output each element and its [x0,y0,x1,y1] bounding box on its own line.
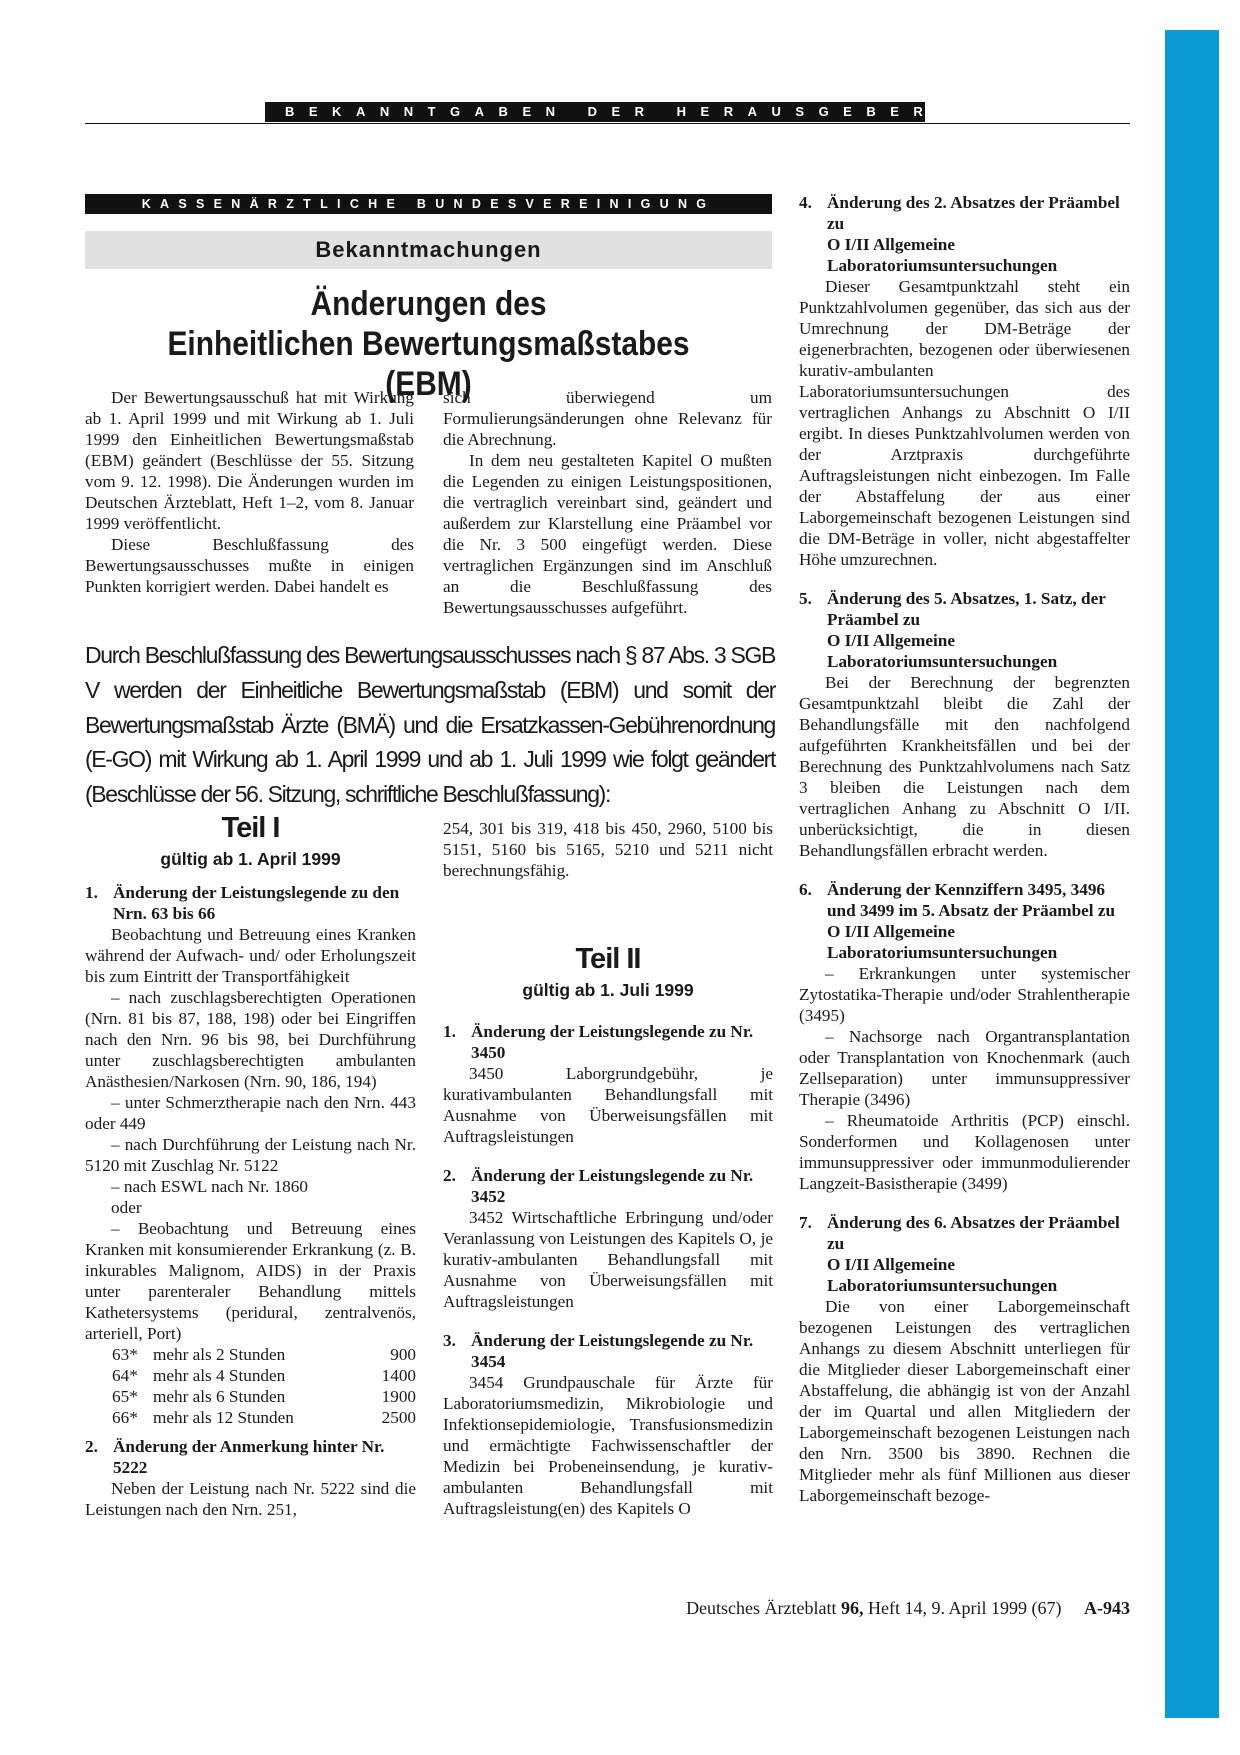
right-column [799,192,1130,1506]
rate-row [85,1386,416,1407]
rate-nr: 66* [112,1408,138,1427]
rate-text: mehr als 2 Stunden [153,1345,286,1364]
body-paragraph: 254, 301 bis 319, 418 bis 450, 2960, 5100 bis 5151, 5160 bis 5165, 5210 und 5211 nicht berechnungsfähig. [443,819,773,880]
intro-paragraph: Der Bewertungsausschuß hat mit Wirkung ab 1. April 1999 und mit Wirkung ab 1. Juli 1999 den Einheitlichen Bewertungsmaßstab (EBM) geändert (Beschlüsse der 55. Sitzung vom 9. 12. 1998). Die Änderungen wurden im Deutschen Ärzteblatt, Heft 1–2, vom 8. Januar 1999 veröffentlicht. [85,388,414,533]
intro-paragraph: In dem neu gestalteten Kapitel O mußten die Legenden zu einigen Leistungspositionen, die vertraglich vereinbart sind, geändert und außerdem zur Klarstellung eine Präambel vor die Nr. 3 500 eingefügt werden. Diese vertraglichen Ergänzungen sind im Anschluß an die Beschlußfassung des Bewertungsausschusses aufgeführt. [443,451,772,617]
body-paragraph: 3452 Wirtschaftliche Erbringung und/oder Veranlassung von Leistungen des Kapitels O, je kurativ-ambulanten Behandlungsfall mit Ausnahme von Überweisungsfällen mit Auftragsleistungen [443,1208,773,1311]
section-heading-t1-1 [85,882,416,924]
section-number: 2. [443,1166,456,1185]
section-heading-5 [799,588,1130,672]
body-paragraph: – Nachsorge nach Organtransplantation oder Transplantation von Knochenmark (auch Zellseparation) unter immunsuppressiver Therapie (3496) [799,1027,1130,1109]
rate-nr: 64* [112,1366,138,1385]
rate-text: mehr als 4 Stunden [153,1366,286,1385]
section-number: 7. [799,1213,812,1232]
journal-volume: 96, [841,1598,864,1618]
rate-text: mehr als 12 Stunden [153,1408,294,1427]
page-number: A-943 [1084,1598,1130,1618]
intro-column-1 [85,387,414,597]
journal-issue: Heft 14, 9. April 1999 (67) [868,1598,1062,1618]
teil2-subtitle: gültig ab 1. Juli 1999 [522,980,694,1000]
section-title: Änderung der Leistungslegende zu Nr. 3454 [471,1331,754,1371]
rate-row [85,1365,416,1386]
intro-column-2 [443,387,772,618]
article-title [126,284,731,404]
section-title: Änderung der Leistungslegende zu Nr. 3450 [471,1022,754,1062]
title-line-2: Einheitlichen Bewertungsmaßstabes (EBM) [167,325,690,403]
teil1-column [85,812,416,1520]
page-footer [625,1598,1130,1619]
body-paragraph: Bei der Berechnung der begrenzten Gesamtpunktzahl bleibt die Zahl der Behandlungsfälle mit den nachfolgend aufgeführten Krankheitsfällen und bei der Berechnung des Punktzahlvolumens nach Satz 3 bleiben die Leistungen nach dem vertraglichen Anhang zu Abschnitt O I/II. unberücksichtigt, die in diesen Behandlungsfällen erbracht werden. [799,673,1130,860]
section-title: Änderung des 5. Absatzes, 1. Satz, der Präambel zu [827,589,1106,629]
body-paragraph: Die von einer Laborgemeinschaft bezogenen Leistungen des vertraglichen Anhangs zu diesem Abschnitt unterliegen für die Mitglieder dieser Laborgemeinschaft einer Abstaffelung, die abhängig ist von der Anzahl der im Quartal und allen Mitgliedern der Laborgemeinschaft bezogenen Leistungen nach den Nrn. 3500 bis 3890. Rechnen die Mitglieder mehr als fünf Millionen aus dieser Laborgemeinschaft bezoge- [799,1297,1130,1505]
body-paragraph: Dieser Gesamtpunktzahl steht ein Punktzahlvolumen gegenüber, das sich aus der Umrechnung der DM-Beträge der eigenerbrachten, bezogenen oder überwiesenen kurativ-ambulanten Laboratoriumsuntersuchungen des vertraglichen Anhangs zu Abschnitt O I/II ergibt. In dieses Punktzahlvolumen werden von der Arztpraxis durchgeführte Auftragsleistungen nicht einbezogen. Im Falle der Abstaffelung der aus einer Laborgemeinschaft bezogenen Leistungen sind die DM-Beträge in voller, nicht abgestaffelter Höhe umzurechnen. [799,277,1130,569]
section-subtitle: O I/II Allgemeine Laboratoriumsuntersuchungen [827,922,1058,962]
rate-row [85,1407,416,1428]
body-paragraph: Beobachtung und Betreuung eines Kranken während der Aufwach- und/ oder Erholungszeit bis zum Eintritt der Transportfähigkeit [85,925,416,986]
body-paragraph: – unter Schmerztherapie nach den Nrn. 443 oder 449 [85,1093,416,1133]
lead-paragraph: Durch Beschlußfassung des Bewertungsausschusses nach § 87 Abs. 3 SGB V werden der Einheitliche Bewertungsmaßstab (EBM) und somit der Bewertungsmaßstab Ärzte (BMÄ) und die Ersatzkassen-Gebührenordnung (E-GO) mit Wirkung ab 1. April 1999 und ab 1. Juli 1999 wie folgt geändert (Beschlüsse der 56. Sitzung, schriftliche Beschlußfassung): [85,642,775,808]
body-paragraph: 3454 Grundpauschale für Ärzte für Laboratoriumsmedizin, Mikrobiologie und Infektionsepidemiologie, Transfusionsmedizin und ermächtigte Fachwissenschaftler der Medizin bei Probeneinsendung, je kurativ-ambulanten Behandlungsfall mit Auftragsleistung(en) des Kapitels O [443,1373,773,1518]
teil2-title: Teil II [575,943,641,975]
body-paragraph: – Beobachtung und Betreuung eines Kranken mit konsumierender Erkrankung (z. B. inkurables Malignom, AIDS) in der Praxis unter parenteraler Behandlung mittels Kathetersystems (peridural, zentralvenös, arteriell, Port) [85,1219,416,1343]
body-paragraph: Neben der Leistung nach Nr. 5222 sind die Leistungen nach den Nrn. 251, [85,1479,416,1519]
section-title: Änderung der Kennziffern 3495, 3496 und 3499 im 5. Absatz der Präambel zu [827,880,1116,920]
section-number: 1. [443,1022,456,1041]
section-heading-t2-1 [443,1021,773,1063]
body-paragraph: 3450 Laborgrundgebühr, je kurativambulanten Behandlungsfall mit Ausnahme von Überweisungsfällen mit Auftragsleistungen [443,1064,773,1146]
page-header [85,100,1130,124]
section-subtitle: O I/II Allgemeine Laboratoriumsuntersuchungen [827,631,1058,671]
section-number: 5. [799,589,812,608]
teil2-column [443,818,773,1519]
rate-nr: 65* [112,1387,138,1406]
section-title: Änderung des 2. Absatzes der Präambel zu [827,193,1120,233]
teil1-title: Teil I [221,812,280,844]
header-band: BEKANNTGABEN DER HERAUSGEBER [265,102,925,122]
section-heading-4 [799,192,1130,276]
intro-paragraph: sich überwiegend um Formulierungsänderungen ohne Relevanz für die Abrechnung. [443,388,772,449]
body-paragraph: – nach zuschlagsberechtigten Operationen (Nrn. 81 bis 87, 188, 198) oder bei Eingriffen nach den Nrn. 96 bis 98, bei Durchführung unter zuschlagsberechtigten ambulanten Anästhesien/Narkosen (Nrn. 90, 186, 194) [85,988,416,1091]
rate-row [85,1344,416,1365]
rate-value: 1900 [381,1387,416,1406]
section-number: 4. [799,193,812,212]
rate-text: mehr als 6 Stunden [153,1387,286,1406]
body-paragraph: oder [111,1198,142,1217]
section-number: 1. [85,883,98,902]
section-heading-7 [799,1212,1130,1296]
section-heading-t2-3 [443,1330,773,1372]
body-paragraph: – Rheumatoide Arthritis (PCP) einschl. Sonderformen und Kollagenosen unter immunsuppressiver oder immunmodulierender Langzeit-Basistherapie (3499) [799,1111,1130,1193]
section-heading-6 [799,879,1130,963]
org-band: KASSENÄRZTLICHE BUNDESVEREINIGUNG [85,194,772,214]
body-paragraph: – nach ESWL nach Nr. 1860 [111,1177,308,1196]
rate-value: 2500 [381,1408,416,1427]
section-number: 3. [443,1331,456,1350]
section-title: Änderung des 6. Absatzes der Präambel zu [827,1213,1120,1253]
teil1-subtitle: gültig ab 1. April 1999 [160,849,341,869]
title-line-1: Änderungen des [310,285,547,323]
section-title: Änderung der Leistungslegende zu Nr. 3452 [471,1166,754,1206]
section-title: Änderung der Leistungslegende zu den Nrn. 63 bis 66 [113,883,400,923]
section-subtitle: O I/II Allgemeine Laboratoriumsuntersuchungen [827,235,1058,275]
rate-nr: 63* [112,1345,138,1364]
rate-table [85,1344,416,1428]
section-heading: Bekanntmachungen [85,231,772,269]
journal-name: Deutsches Ärzteblatt [686,1598,837,1618]
blue-side-bar [1165,30,1219,1718]
section-title: Änderung der Anmerkung hinter Nr. 5222 [113,1437,385,1477]
section-heading-t2-2 [443,1165,773,1207]
body-paragraph: – nach Durchführung der Leistung nach Nr. 5120 mit Zuschlag Nr. 5122 [85,1135,416,1175]
body-paragraph: – Erkrankungen unter systemischer Zytostatika-Therapie und/oder Strahlentherapie (3495) [799,964,1130,1025]
rate-value: 900 [390,1345,416,1364]
intro-paragraph: Diese Beschlußfassung des Bewertungsausschusses mußte in einigen Punkten korrigiert werden. Dabei handelt es [85,535,414,596]
rate-value: 1400 [381,1366,416,1385]
section-subtitle: O I/II Allgemeine Laboratoriumsuntersuchungen [827,1255,1058,1295]
section-number: 6. [799,880,812,899]
section-number: 2. [85,1437,98,1456]
section-heading-t1-2 [85,1436,416,1478]
